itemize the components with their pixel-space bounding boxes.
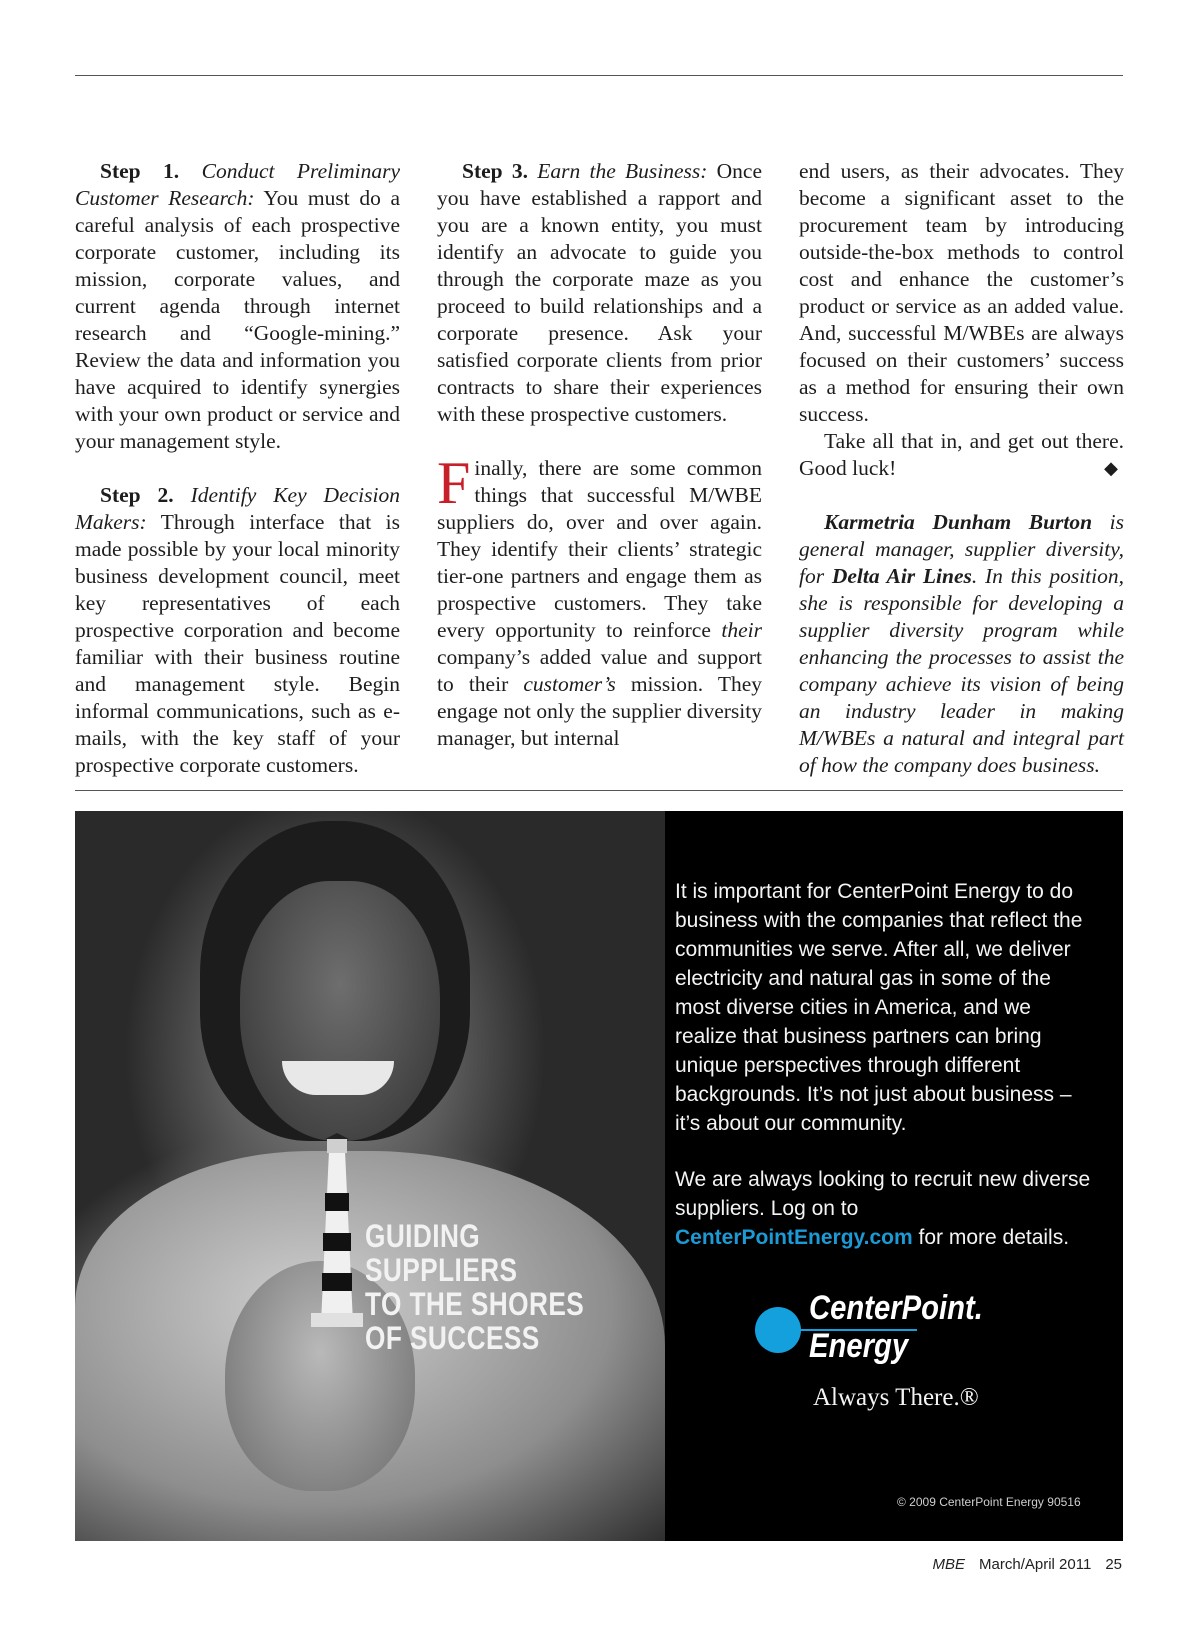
step-1-paragraph (75, 158, 400, 455)
article-column-3 (799, 158, 1124, 779)
ad-paragraph-2-b: for more details. (918, 1226, 1070, 1249)
author-bio (799, 509, 1124, 779)
step-3-title: Earn the Business: (537, 159, 708, 183)
finally-paragraph (437, 450, 762, 752)
section-rule (75, 790, 1123, 791)
step-3-label: Step 3. (462, 159, 528, 183)
page-number: 25 (1105, 1556, 1122, 1573)
lighthouse-icon (307, 1133, 367, 1333)
ad-paragraph-2 (675, 1165, 1095, 1252)
step-2-text: Through interface that is made possible by your local minority business development council, meet key representatives of each prospective corporation and become familiar with their business routine and management style. Begin informal communications, such as e-mails, with the key staff of your prospective corporate customers. (75, 510, 400, 777)
finally-customers: customer’s (523, 672, 616, 696)
ad-body-text (675, 877, 1095, 1252)
magazine-name: MBE (932, 1556, 966, 1573)
finally-text-c: mission. They engage not only the supplier diversity manager, but internal (437, 672, 762, 750)
logo-wordmark (809, 1289, 983, 1365)
closing-text: Take all that in, and get out there. Good luck! (799, 429, 1124, 480)
step-2-label: Step 2. (100, 483, 174, 507)
ad-photo (75, 811, 665, 1541)
ad-paragraph-2-a: We are always looking to recruit new diverse suppliers. Log on to (675, 1168, 1091, 1220)
slogan-line: GUIDING (365, 1218, 481, 1254)
step-1-label: Step 1. (100, 159, 180, 183)
centerpoint-advertisement (75, 811, 1123, 1541)
slogan-line: SUPPLIERS (365, 1252, 518, 1288)
finally-text-b: company’s added value and support to their (437, 645, 762, 696)
issue-date: March/April 2011 (979, 1556, 1092, 1573)
slogan-line: OF SUCCESS (365, 1320, 540, 1356)
closing-paragraph (799, 428, 1124, 482)
top-rule (75, 75, 1123, 76)
step-3-paragraph (437, 158, 762, 428)
logo-line-2: Energy (809, 1327, 909, 1365)
step-1-title: Conduct Preliminary Customer Research: (75, 159, 400, 210)
centerpoint-logo (755, 1289, 1015, 1379)
logo-line-1: CenterPoint. (809, 1289, 983, 1327)
bio-text-b: . In this position, she is responsible for developing a supplier diversity program while enhancing the processes to assist the company achieve its vision of being an industry leader in making M/WBEs a natural and integral part of how the company does business. (799, 564, 1125, 777)
article-column-1 (75, 158, 400, 779)
slogan-line: TO THE SHORES (365, 1286, 585, 1322)
step-3-text: Once you have established a rapport and you are a known entity, you must identify an advocate to guide you through the corporate maze as you proceed to build relationships and a corporate presence. Ask your satisfied corporate clients from prior contracts to share their experiences with these prospective customers. (437, 159, 763, 426)
article-column-2 (437, 158, 762, 752)
bio-company: Delta Air Lines (831, 564, 972, 588)
ad-photo-smile (282, 1061, 394, 1095)
finally-their: their (721, 618, 762, 642)
finally-text-a: inally, there are some common things that successful M/WBE suppliers do, over and over again. They identify their clients’ strategic tier-one partners and engage them as prospective customers. They take every opportunity to reinforce (437, 456, 762, 642)
drop-cap: F (437, 450, 471, 516)
ad-photo-face (240, 881, 440, 1141)
ad-copyright: © 2009 CenterPoint Energy 90516 (897, 1495, 1081, 1509)
ad-tagline: Always There.® (813, 1384, 979, 1411)
bio-text-a: is general manager, supplier diversity, for (799, 510, 1124, 588)
author-name: Karmetria Dunham Burton (824, 510, 1093, 534)
step-2-paragraph (75, 482, 400, 779)
website-link[interactable]: CenterPointEnergy.com (675, 1226, 913, 1249)
end-mark-icon: ◆ (1104, 458, 1118, 478)
continuation-paragraph: end users, as their advocates. They become a significant asset to the procurement team by introducing outside-the-box methods to control cost and enhance the customer’s product or service as an added value. And, successful M/WBEs are always focused on their customers’ success as a method for ensuring their own success. (799, 159, 1124, 426)
step-1-text: You must do a careful analysis of each prospective corporate customer, including its mission, corporate values, and current agenda through internet research and “Google-mining.” Review the data and information you have acquired to identify synergies with your own product or service and your management style. (75, 186, 400, 453)
ad-paragraph-1: It is important for CenterPoint Energy to do business with the companies that reflect the communities we serve. After all, we deliver electricity and natural gas in some of the most diverse cities in America, and we realize that business partners can bring unique perspectives through different backgrounds. It’s not just about business – it’s about our community. (675, 880, 1083, 1135)
step-2-title: Identify Key Decision Makers: (75, 483, 400, 534)
ad-slogan (365, 1219, 584, 1355)
page-footer (933, 1556, 1122, 1573)
